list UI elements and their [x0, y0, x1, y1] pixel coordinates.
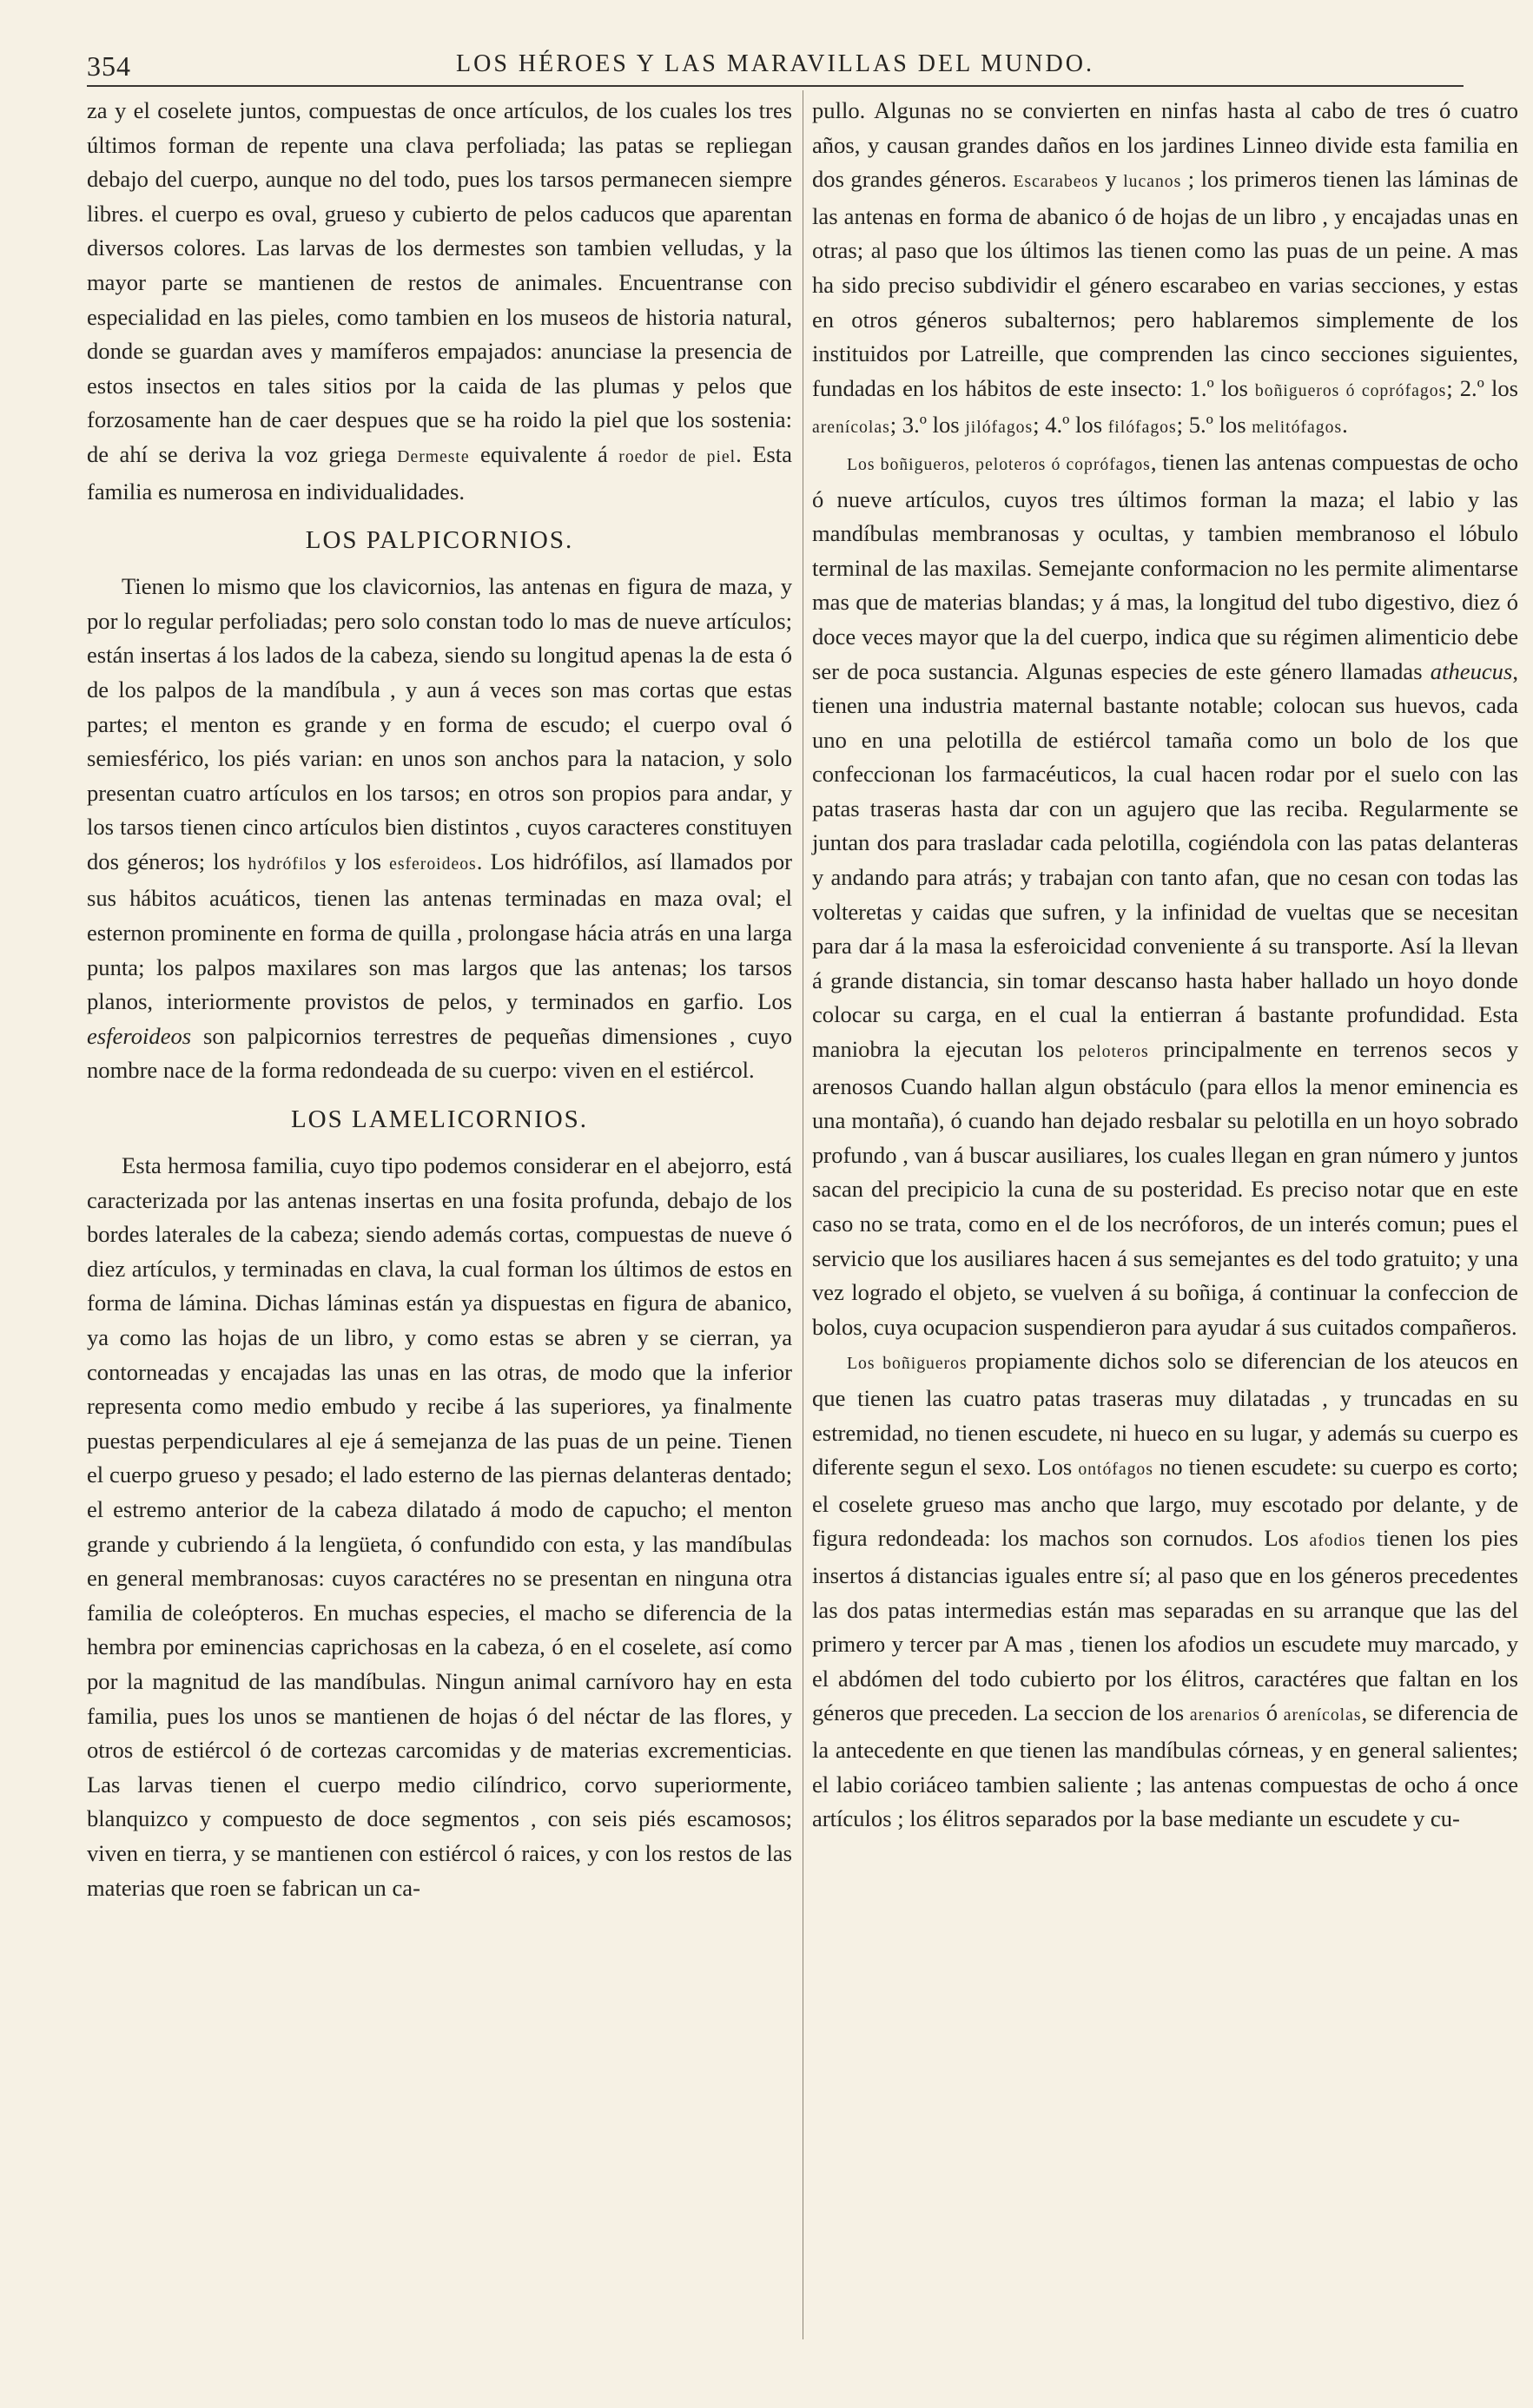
page-number: 354: [87, 50, 131, 82]
right-column: [812, 94, 1518, 1837]
section-heading-palpicornios: LOS PALPICORNIOS.: [305, 526, 574, 555]
paragraph: za y el coselete juntos, compuestas de once artículos, de los cuales los tres últimos forman de repente una clava perfoliada; las patas se repliegan debajo del cuerpo, aunque no del todo, pues los tarsos permanecen siempre libres. el cuerpo es oval, grueso y cubierto de pelos caducos que aparentan diversos colores. Las larvas de los dermestes son tambien velludas, y la mayor parte se mantienen de restos de animales. Encuentranse con especialidad en las pieles, como tambien en los museos de historia natural, donde se guardan aves y mamíferos empajados: anunciase la presencia de estos insectos en tales sitios por la caida de las plumas y pelos que forzosamente han de caer despues que se ha roido la piel que los sostenia: de ahí se deriva la voz griega Dermeste equivalente á roedor de piel. Esta familia es numerosa en individualidades.: [87, 97, 792, 505]
running-head: [87, 50, 1464, 87]
paragraph: pullo. Algunas no se convierten en ninfas hasta al cabo de tres ó cuatro años, y causan grandes daños en los jardines Linneo divide esta familia en dos grandes géneros. Escarabeos y lucanos ; los primeros tienen las láminas de las antenas en forma de abanico ó de hojas de un libro , y encajadas unas en otras; al paso que los últimos las tienen como las puas de un peine. A mas ha sido preciso subdividir el género escarabeo en varias secciones, y estas en otros géneros subalternos; pero hablaremos simplemente de los instituidos por Latreille, que comprenden las cinco secciones siguientes, fundadas en los hábitos de este insecto: 1.º los boñigueros ó coprófagos; 2.º los arenícolas; 3.º los jilófagos; 4.º los filófagos; 5.º los melitófagos.: [812, 97, 1518, 439]
running-title: LOS HÉROES Y LAS MARAVILLAS DEL MUNDO.: [456, 50, 1094, 77]
paragraph: Los boñigueros propiamente dichos solo se diferencian de los ateucos en que tienen las cuatro patas traseras muy dilatadas , y truncadas en su estremidad, no tienen escudete, ni hueco en su lugar, y además su cuerpo es diferente segun el sexo. Los ontófagos no tienen escudete: su cuerpo es corto; el coselete grueso mas ancho que largo, muy escotado por delante, y de figura redondeada: los machos son cornudos. Los afodios tienen los pies insertos á distancias iguales entre sí; al paso que en los géneros precedentes las dos patas intermedias están mas separadas en su arranque que las del primero y tercer par A mas , tienen los afodios un escudete muy marcado, y el abdómen del todo cubierto por los élitros, caractéres que faltan en los géneros que preceden. La seccion de los arenarios ó arenícolas, se diferencia de la antecedente en que tienen las mandíbulas córneas, y en general salientes; el labio coriáceo tambien saliente ; las antenas compuestas de ocho á once artículos ; los élitros separados por la base mediante un escudete y cu-: [812, 1348, 1519, 1832]
left-column: [87, 94, 792, 1905]
paragraph: Los boñigueros, peloteros ó coprófagos, tienen las antenas compuestas de ocho ó nueve artículos, cuyos tres últimos forman la maza; el labio y las mandíbulas membranosas y ocultas, y tambien membranoso el lóbulo terminal de las maxilas. Semejante conformacion no les permite alimentarse mas que de materias blandas; y á mas, la longitud del tubo digestivo, diez ó doce veces mayor que la del cuerpo, indica que su régimen alimenticio debe ser de poca sustancia. Algunas especies de este género llamadas atheucus, tienen una industria maternal bastante notable; colocan sus huevos, cada uno en una pelotilla de estiércol tamaña como un bolo de los que confeccionan los farmacéuticos, la cual hacen rodar por el suelo con las patas traseras hasta dar con un agujero que las reciba. Regularmente se juntan dos para trasladar cada pelotilla, cogiéndola con las patas delanteras y andando para atrás; y trabajan con tanto afan, que no cesan con todas las volteretas y caidas que sufren, y la infinidad de vueltas que se necesitan para dar á la masa la esferoicidad conveniente á su transporte. Así la llevan á grande distancia, sin tomar descanso hasta haber hallado un hoyo donde colocar su carga, en el cual la entierran á bastante profundidad. Esta maniobra la ejecutan los peloteros principalmente en terrenos secos y arenosos Cuando hallan algun obstáculo (para ellos la menor eminencia es una montaña), ó cuando han dejado resbalar su pelotilla en un hoyo sobrado profundo , van á buscar ausiliares, los cuales llegan en gran número y juntos sacan del precipicio la cuna de su posteridad. Es preciso notar que en este caso no se trata, como en el de los necróforos, de un interés comun; pues el servicio que los ausiliares hacen á sus semejantes es del todo gratuito; y una vez logrado el objeto, se vuelven á su boñiga, á continuar la confeccion de bolos, cuya ocupacion suspendieron para ayudar á sus cuitados compañeros.: [812, 448, 1518, 1340]
paragraph: Tienen lo mismo que los clavicornios, las antenas en figura de maza, y por lo regular perfoliadas; pero solo constan todo lo mas de nueve artículos; están insertas á los lados de la cabeza, siendo su longitud apenas la de esta ó de los palpos de la mandíbula , y aun á veces son mas cortas que estas partes; el menton es grande y en forma de escudo; el cuerpo oval ó semiesférico, los piés varian: en unos son anchos para la natacion, y solo presentan cuatro artículos en los tarsos; en otros son propios para andar, y los tarsos tienen cinco artículos bien distintos , cuyos caracteres constituyen dos géneros; los hydrófilos y los esferoideos. Los hidrófilos, así llamados por sus hábitos acuáticos, tienen las antenas terminadas en maza oval; el esternon prominente en forma de quilla , prolongase hácia atrás en una larga punta; los palpos maxilares son mas largos que las antenas; los tarsos planos, interiormente provistos de pelos, y terminados en garfio. Los esferoideos son palpicornios terrestres de pequeñas dimensiones , cuyo nombre nace de la forma redondeada de su cuerpo: viven en el estiércol.: [87, 573, 792, 1084]
paragraph: Esta hermosa familia, cuyo tipo podemos considerar en el abejorro, está caracterizada por las antenas insertas en una fosita profunda, debajo de los bordes laterales de la cabeza; siendo además cortas, compuestas de nueve ó diez artículos, y terminadas en clava, la cual forman los últimos de estos en forma de lámina. Dichas láminas están ya dispuestas en figura de abanico, ya como las hojas de un libro, y como estas se abren y se cierran, ya contorneadas y encajadas las unas en las otras, de modo que la inferior representa como medio embudo y recibe á las superiores, ya finalmente puestas perpendiculares al eje á semejanza de las puas de un peine. Tienen el cuerpo grueso y pesado; el lado esterno de las piernas delanteras dentado; el estremo anterior de la cabeza dilatado á modo de capucho; el menton grande y cubriendo á la lengüeta, ó confundido con esta, y las mandíbulas en general membranosas: cuyos caractéres no se presentan en ninguna otra familia de coleópteros. En muchas especies, el macho se diferencia de la hembra por eminencias caprichosas en la cabeza, ó en el coselete, así como por la magnitud de las mandíbulas. Ningun animal carnívoro hay en esta familia, pues los unos se mantienen de hojas ó del néctar de las flores, y otros de estiércol ó de cortezas carcomidas y de materias excrementicias. Las larvas tienen el cuerpo medio cilíndrico, corvo superiormente, blanquizco y compuesto de doce segmentos , con seis piés escamosos; viven en tierra, y se mantienen con estiércol ó raices, y con los restos de las materias que roen se fabrican un ca-: [87, 1152, 792, 1901]
section-heading-lamelicornios: LOS LAMELICORNIOS.: [290, 1105, 589, 1134]
